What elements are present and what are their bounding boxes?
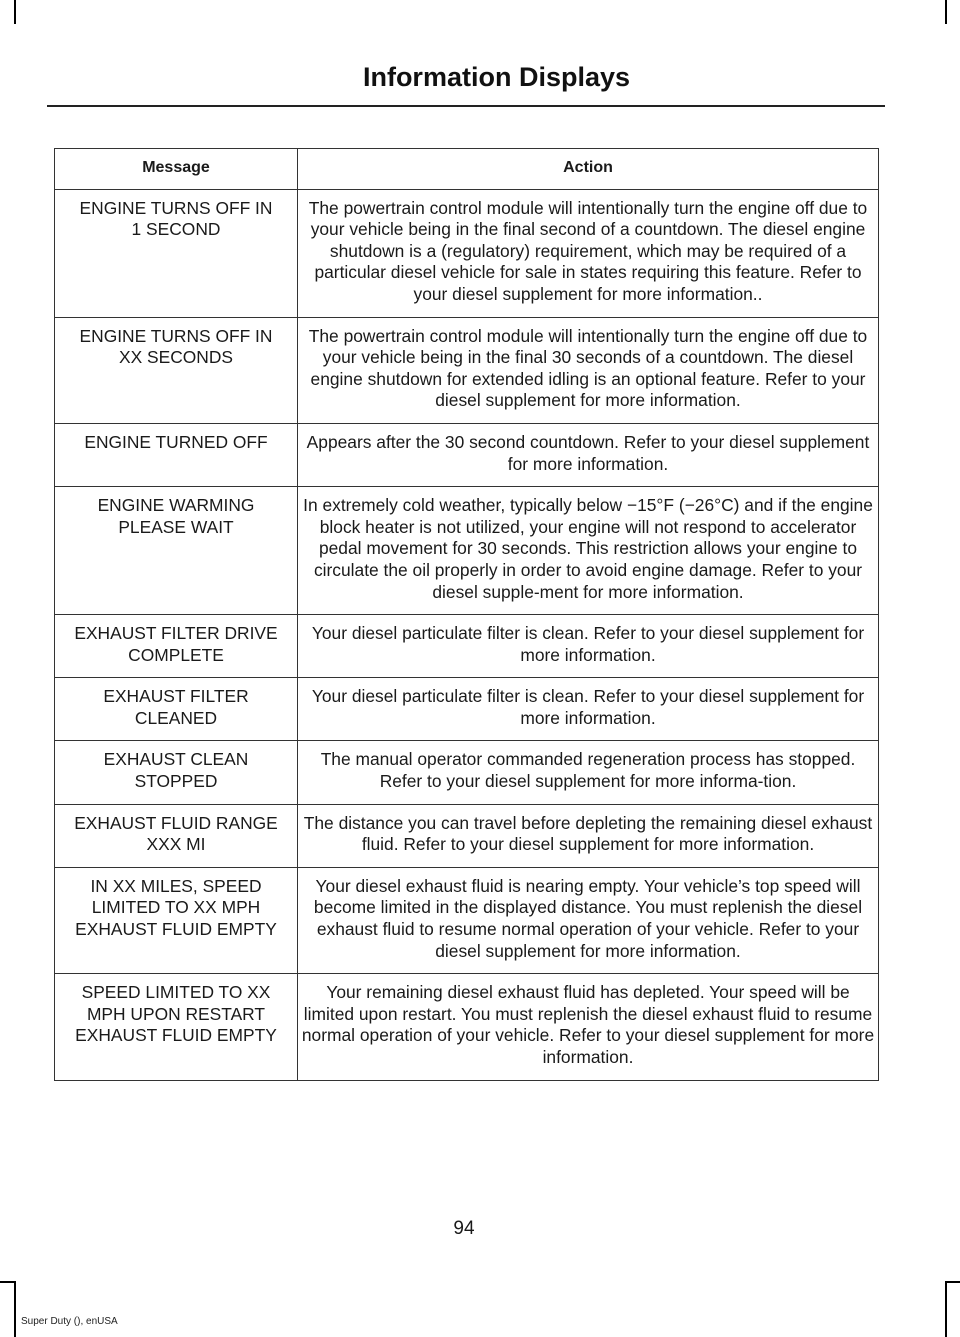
table-row — [55, 317, 879, 423]
table-header-row — [55, 149, 879, 190]
table-row — [55, 189, 879, 317]
crop-mark — [14, 1281, 16, 1337]
action-cell: Your diesel particulate filter is clean. Refer to your diesel supplement for more information. — [298, 678, 879, 741]
crop-mark — [945, 1281, 960, 1283]
table-row — [55, 487, 879, 615]
message-table — [54, 148, 879, 1081]
crop-mark — [945, 1281, 947, 1337]
action-cell: Appears after the 30 second countdown. Refer to your diesel supplement for more information. — [298, 423, 879, 486]
message-cell: ENGINE WARMING PLEASE WAIT — [55, 487, 298, 615]
section-title: Information Displays — [362, 62, 630, 92]
table-row — [55, 741, 879, 804]
message-cell: EXHAUST FILTER CLEANED — [55, 678, 298, 741]
footer-doc-info: Super Duty (), enUSA — [21, 1316, 118, 1327]
action-cell: In extremely cold weather, typically below −15°F (−26°C) and if the engine block heater is not utilized, your engine will not respond to accelerator pedal movement for 30 seconds. This restriction allows your engine to circulate the oil properly in order to avoid engine damage. Refer to your diesel supple-ment for more information. — [298, 487, 879, 615]
message-cell: ENGINE TURNED OFF — [55, 423, 298, 486]
message-cell: ENGINE TURNS OFF IN XX SECONDS — [55, 317, 298, 423]
action-cell: The manual operator commanded regeneration process has stopped. Refer to your diesel supplement for more informa-tion. — [298, 741, 879, 804]
page-number: 94 — [453, 1218, 475, 1239]
crop-mark — [945, 0, 947, 24]
action-cell: Your diesel exhaust fluid is nearing empty. Your vehicle’s top speed will become limited in the displayed distance. You must replenish the diesel exhaust fluid to resume normal operation of your vehicle. Refer to your diesel supplement for more information. — [298, 867, 879, 973]
message-cell: SPEED LIMITED TO XX MPH UPON RESTART EXHAUST FLUID EMPTY — [55, 974, 298, 1080]
crop-mark — [0, 1281, 16, 1283]
action-cell: The powertrain control module will intentionally turn the engine off due to your vehicle being in the final second of a countdown. The diesel engine shutdown is a (regulatory) requirement, which may be required of a particular diesel vehicle for sale in states requiring this feature. Refer to your diesel supplement for more information.. — [298, 189, 879, 317]
action-cell: Your remaining diesel exhaust fluid has depleted. Your speed will be limited upon restart. You must replenish the diesel exhaust fluid to resume normal operation of your vehicle. Refer to your diesel supplement for more information. — [298, 974, 879, 1080]
table-row — [55, 678, 879, 741]
message-cell: EXHAUST FLUID RANGE XXX MI — [55, 804, 298, 867]
column-header-message: Message — [55, 149, 298, 190]
crop-mark — [14, 0, 16, 24]
message-cell: ENGINE TURNS OFF IN 1 SECOND — [55, 189, 298, 317]
header-divider — [47, 105, 885, 107]
table-row — [55, 804, 879, 867]
table-row — [55, 615, 879, 678]
message-cell: EXHAUST FILTER DRIVE COMPLETE — [55, 615, 298, 678]
message-cell: IN XX MILES, SPEED LIMITED TO XX MPH EXHAUST FLUID EMPTY — [55, 867, 298, 973]
column-header-action: Action — [298, 149, 879, 190]
action-cell: The distance you can travel before depleting the remaining diesel exhaust fluid. Refer to your diesel supplement for more information. — [298, 804, 879, 867]
table-row — [55, 867, 879, 973]
action-cell: The powertrain control module will intentionally turn the engine off due to your vehicle being in the final 30 seconds of a countdown. The diesel engine shutdown for extended idling is an optional feature. Refer to your diesel supplement for more information. — [298, 317, 879, 423]
table-row — [55, 974, 879, 1080]
table-row — [55, 423, 879, 486]
action-cell: Your diesel particulate filter is clean. Refer to your diesel supplement for more information. — [298, 615, 879, 678]
message-cell: EXHAUST CLEAN STOPPED — [55, 741, 298, 804]
